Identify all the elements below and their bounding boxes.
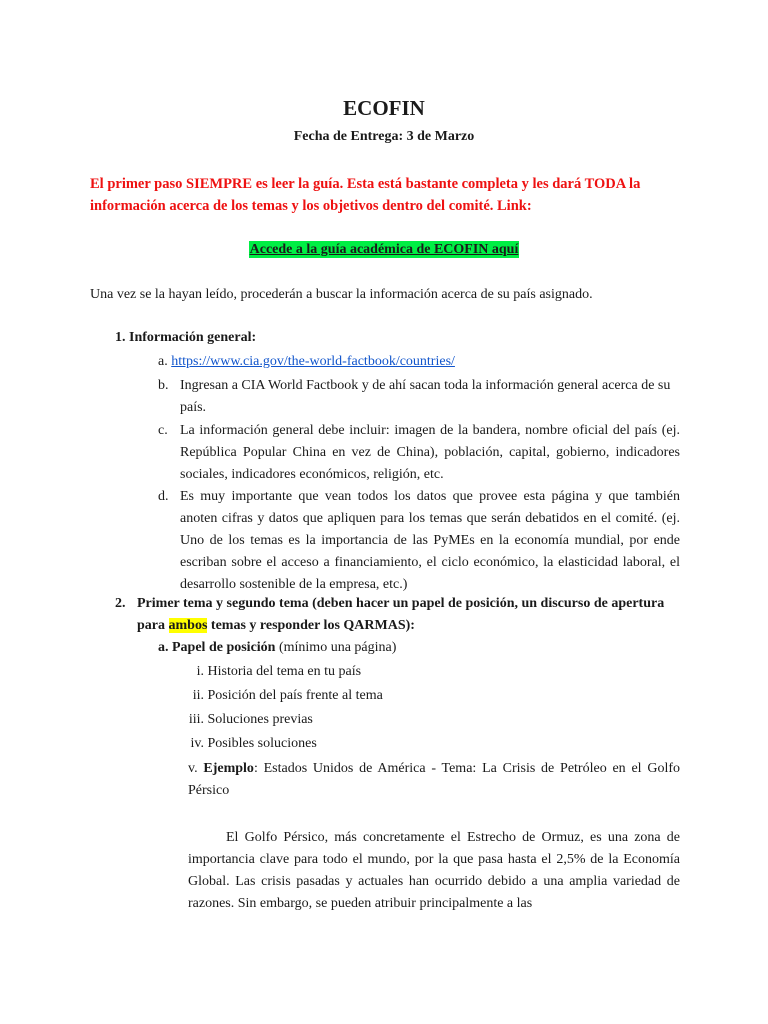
- list-item-text: Es muy importante que vean todos los datos que provee esta página y que también anoten cifras y datos que apliquen para los temas que serán debatidos en el comité. (ej. Uno de los temas es la importancia de las PyMEs en la economía mundial, por ende escriban sobre el acceso a financiamiento, el ciclo económico, la elasticidad laboral, el desarrollo sostenible de la empresa, etc.): [180, 489, 680, 592]
- academic-guide-link[interactable]: Accede a la guía académica de ECOFIN aquí: [249, 242, 519, 257]
- list-item-text: Posición del país frente al tema: [207, 688, 383, 703]
- list-item-text: Soluciones previas: [207, 712, 313, 727]
- section-topics-heading: [115, 593, 680, 637]
- subsection-position-paper: [158, 637, 680, 659]
- roman-item-ii: [188, 685, 680, 707]
- list-item-b: [158, 375, 680, 419]
- section-title-end: temas y responder los QARMAS):: [207, 618, 415, 633]
- roman-item-iv: [188, 733, 680, 755]
- subsection-title: Papel de posición: [172, 640, 276, 655]
- example-label: Ejemplo: [203, 761, 254, 776]
- list-marker: iv.: [190, 736, 204, 751]
- roman-item-iii: [188, 709, 680, 731]
- list-item-text: Posibles soluciones: [207, 736, 317, 751]
- section-number: 1.: [115, 330, 126, 345]
- due-date: Fecha de Entrega: 3 de Marzo: [293, 129, 475, 144]
- section-title: Información general:: [129, 330, 257, 345]
- subsection-note: (mínimo una página): [275, 640, 397, 655]
- highlighted-word: ambos: [168, 618, 208, 633]
- list-marker: iii.: [188, 712, 204, 727]
- list-item-text: La información general debe incluir: imagen de la bandera, nombre oficial del país (ej. República Popular China en vez de China), población, capital, gobierno, indicadores sociales, indicadores económicos, religión, etc.: [180, 423, 680, 482]
- warning-notice: El primer paso SIEMPRE es leer la guía. Esta está bastante completa y les dará TODA la información acerca de los temas y los objetivos dentro del comité. Link:: [90, 176, 641, 214]
- list-item-c: [158, 420, 680, 486]
- section-title-start: Primer tema y segundo tema (deben hacer un papel de posición, un discurso de apertura para: [137, 596, 665, 633]
- list-item-a: [158, 351, 680, 373]
- list-marker: a.: [158, 354, 168, 369]
- list-item-d: [158, 486, 680, 596]
- section-title: [137, 593, 680, 637]
- list-marker: d.: [158, 489, 169, 504]
- section-general-info-heading: [115, 327, 680, 349]
- roman-item-v-example: [188, 758, 680, 802]
- section-number: 2.: [115, 596, 126, 611]
- list-item-text: Historia del tema en tu país: [207, 664, 362, 679]
- intro-paragraph: Una vez se la hayan leído, procederán a buscar la información acerca de su país asignado.: [90, 287, 593, 302]
- list-marker: c.: [158, 423, 168, 438]
- example-text: : Estados Unidos de América - Tema: La Crisis de Petróleo en el Golfo Pérsico: [188, 761, 680, 798]
- list-marker: v.: [188, 761, 198, 776]
- document-title: ECOFIN: [343, 96, 425, 120]
- roman-item-i: [188, 661, 680, 683]
- example-paragraph: El Golfo Pérsico, más concretamente el Estrecho de Ormuz, es una zona de importancia clave para todo el mundo, por la que pasa hasta el 2,5% de la Economía Global. Las crisis pasadas y actuales han ocurrido debido a una amplia variedad de razones. Sin embargo, se pueden atribuir principalmente a las: [188, 830, 680, 911]
- list-marker: ii.: [192, 688, 204, 703]
- list-marker: a.: [158, 640, 169, 655]
- list-item-text: Ingresan a CIA World Factbook y de ahí sacan toda la información general acerca de su país.: [180, 378, 671, 415]
- list-marker: i.: [196, 664, 204, 679]
- guide-link-row: [0, 240, 768, 260]
- cia-factbook-link[interactable]: https://www.cia.gov/the-world-factbook/countries/: [171, 354, 455, 369]
- list-marker: b.: [158, 378, 169, 393]
